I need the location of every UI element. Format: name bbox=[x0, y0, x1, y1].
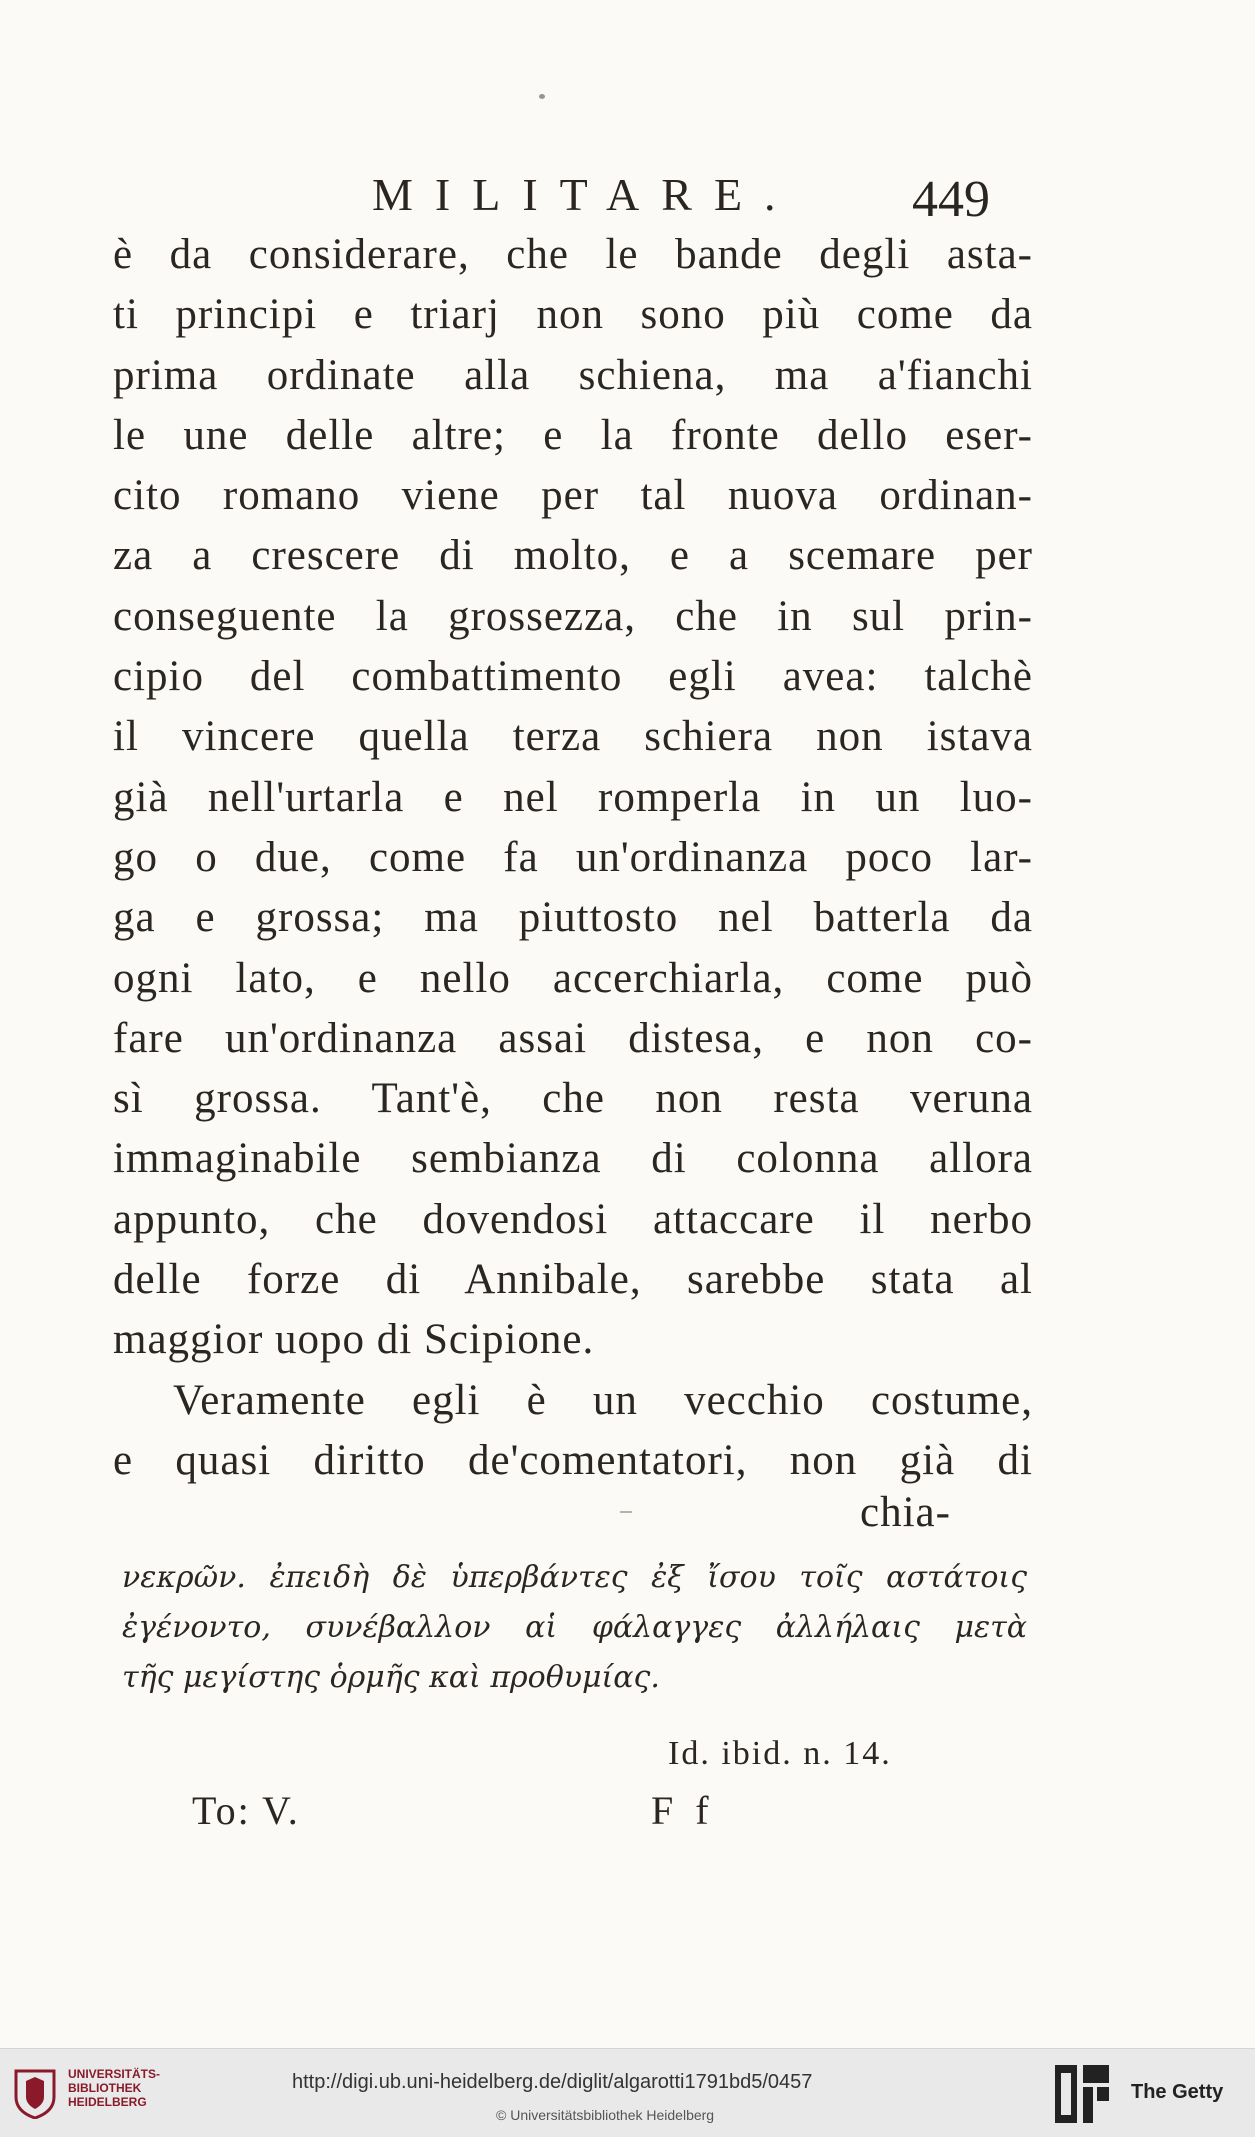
text-line: prima ordinate alla schiena, ma a'fianchi bbox=[113, 351, 1033, 399]
institution-line: BIBLIOTHEK bbox=[68, 2081, 142, 2095]
text-line: è da considerare, che le bande degli asta- bbox=[113, 231, 1033, 278]
text-line: immaginabile sembianza di colonna allora bbox=[113, 1135, 1033, 1183]
footnote-line: νεκρῶν. ἐπειδὴ δὲ ὑπερβάντες ἐξ ἴσου τοῖς αστάτοις bbox=[122, 1560, 1027, 1595]
text-line: il vincere quella terza schiera non istava bbox=[113, 713, 1033, 761]
text-line: ogni lato, e nello accerchiarla, come può bbox=[113, 954, 1033, 1002]
catchword: chia- bbox=[860, 1489, 951, 1536]
permalink[interactable]: http://digi.ub.uni-heidelberg.de/diglit/algarotti1791bd5/0457 bbox=[292, 2071, 813, 2093]
running-title: MILITARE. bbox=[372, 169, 798, 220]
text-line: ti principi e triarj non sono più come da bbox=[113, 291, 1033, 339]
text-line: Veramente egli è un vecchio costume, bbox=[173, 1376, 1033, 1424]
text-line: conseguente la grossezza, che in sul prin- bbox=[113, 592, 1033, 640]
institution-name bbox=[68, 2067, 160, 2109]
ink-speck bbox=[539, 94, 545, 99]
text-line: go o due, come fa un'ordinanza poco lar- bbox=[113, 833, 1033, 881]
institution-line: HEIDELBERG bbox=[68, 2095, 147, 2109]
greek-footnote bbox=[122, 1553, 1027, 1703]
text-line: sì grossa. Tant'è, che non resta veruna bbox=[113, 1075, 1033, 1123]
text-line: e quasi diritto de'comentatori, non già di bbox=[113, 1436, 1033, 1484]
body-text bbox=[113, 225, 1033, 1491]
footnote-line: ἐγένοντο, συνέβαλλον αἱ φάλαγγες ἀλλήλαις μετὰ bbox=[122, 1610, 1027, 1645]
text-line: fare un'ordinanza assai distesa, e non co- bbox=[113, 1014, 1033, 1062]
text-line: appunto, che dovendosi attaccare il nerbo bbox=[113, 1195, 1033, 1243]
institution-line: UNIVERSITÄTS- bbox=[68, 2067, 161, 2081]
getty-logo-icon bbox=[1053, 2063, 1111, 2125]
partner-name: The Getty bbox=[1131, 2081, 1224, 2103]
viewer-footer bbox=[0, 2048, 1255, 2137]
text-line: già nell'urtarla e nel romperla in un luo- bbox=[113, 773, 1033, 821]
faint-mark bbox=[620, 1511, 632, 1513]
gathering-signature: F f bbox=[651, 1788, 715, 1833]
volume-signature: To: V. bbox=[192, 1788, 300, 1833]
text-line: za a crescere di molto, e a scemare per bbox=[113, 532, 1033, 580]
page-number: 449 bbox=[912, 171, 990, 228]
text-line: cito romano viene per tal nuova ordinan- bbox=[113, 472, 1033, 520]
university-seal-icon bbox=[12, 2067, 58, 2119]
text-line: delle forze di Annibale, sarebbe stata al bbox=[113, 1256, 1033, 1304]
text-line: cipio del combattimento egli avea: talchè bbox=[113, 653, 1033, 701]
footnote-citation: Id. ibid. n. 14. bbox=[668, 1735, 892, 1772]
text-line: maggior uopo di Scipione. bbox=[113, 1316, 595, 1364]
text-line: ga e grossa; ma piuttosto nel batterla da bbox=[113, 894, 1033, 942]
copyright-notice: © Universitätsbibliothek Heidelberg bbox=[496, 2107, 715, 2123]
footnote-line: τῆς μεγίστης ὁρμῆς καὶ προθυμίας. bbox=[122, 1660, 660, 1695]
text-line: le une delle altre; e la fronte dello eser- bbox=[113, 411, 1033, 459]
